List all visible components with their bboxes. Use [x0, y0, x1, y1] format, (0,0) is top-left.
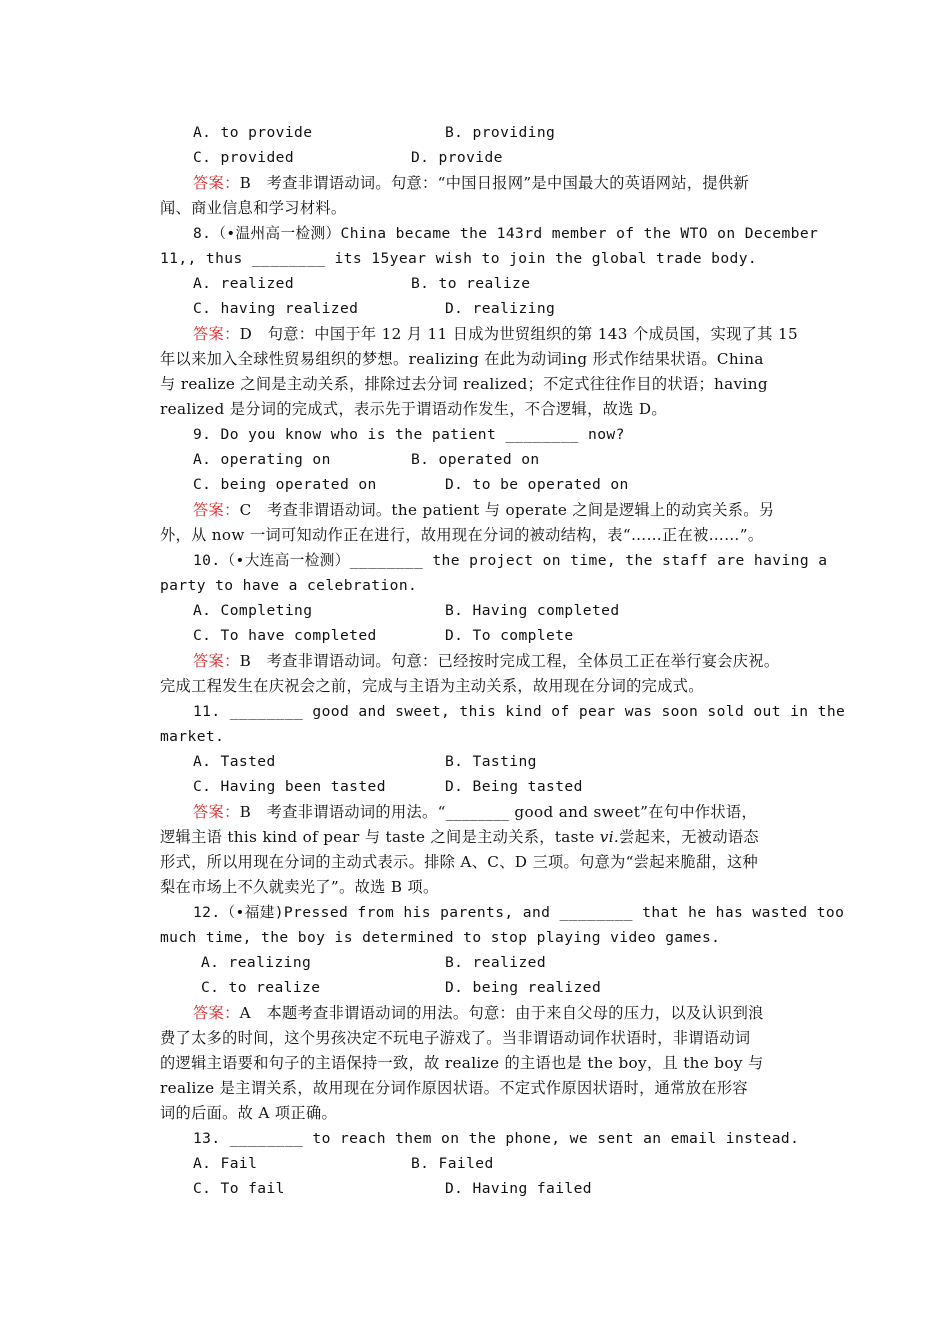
- q7-answer-line-2: 闻、商业信息和学习材料。: [160, 199, 347, 217]
- q7-option-a: A. to provide: [193, 124, 313, 141]
- q12-option-a: A. realizing: [201, 954, 312, 971]
- q8-answer-line-1: 答案：D 句意：中国于年 12 月 11 日成为世贸组织的第 143 个成员国，实现了其 15: [193, 325, 799, 343]
- q9-option-b: B. operated on: [411, 451, 540, 468]
- q10-stem-line-1: 10.（•大连高一检测）________ the project on time, the staff are having a: [193, 552, 828, 569]
- q11-option-a: A. Tasted: [193, 753, 276, 770]
- q10-option-c: C. To have completed: [193, 627, 377, 644]
- q9-answer-line-1: 答案：C 考查非谓语动词。the patient 与 operate 之间是逻辑上的动宾关系。另: [193, 501, 775, 519]
- answer-label: 答案：: [193, 325, 240, 343]
- q9-option-d: D. to be operated on: [445, 476, 629, 493]
- q7-answer-line-1: 答案：B 考查非谓语动词。句意：“中国日报网”是中国最大的英语网站，提供新: [193, 174, 750, 192]
- answer-label: 答案：: [193, 652, 240, 670]
- q8-option-d: D. realizing: [445, 300, 556, 317]
- q9-stem-line-1: 9. Do you know who is the patient ________ now?: [193, 426, 625, 443]
- q13-stem-line-1: 13. ________ to reach them on the phone, we sent an email instead.: [193, 1130, 800, 1147]
- q12-stem-line-2: much time, the boy is determined to stop playing video games.: [160, 929, 721, 946]
- q12-answer-line-3: 的逻辑主语要和句子的主语保持一致，故 realize 的主语也是 the boy，且 the boy 与: [160, 1054, 764, 1072]
- q12-option-d: D. being realized: [445, 979, 602, 996]
- q13-option-a: A. Fail: [193, 1155, 258, 1172]
- answer-label: 答案：: [193, 1004, 240, 1022]
- q10-option-a: A. Completing: [193, 602, 313, 619]
- q11-stem-line-2: market.: [160, 728, 225, 745]
- q8-option-b: B. to realize: [411, 275, 531, 292]
- q8-stem-line-2: 11,, thus ________ its 15year wish to join the global trade body.: [160, 250, 758, 267]
- q11-option-b: B. Tasting: [445, 753, 537, 770]
- q9-option-a: A. operating on: [193, 451, 331, 468]
- q10-option-d: D. To complete: [445, 627, 574, 644]
- q7-option-c: C. provided: [193, 149, 295, 166]
- q12-answer-line-4: realize 是主谓关系，故用现在分词作原因状语。不定式作原因状语时，通常放在形容: [160, 1079, 748, 1097]
- q12-stem-line-1: 12.（•福建)Pressed from his parents, and ________ that he has wasted too: [193, 904, 845, 921]
- q7-option-b: B. providing: [445, 124, 556, 141]
- q11-answer-line-4: 梨在市场上不久就卖光了”。故选 B 项。: [160, 878, 439, 896]
- q12-answer-line-5: 词的后面。故 A 项正确。: [160, 1104, 338, 1122]
- q8-answer-line-2: 年以来加入全球性贸易组织的梦想。realizing 在此为动词ing 形式作结果状语。China: [160, 350, 764, 368]
- q10-answer-line-2: 完成工程发生在庆祝会之前，完成与主语为主动关系，故用现在分词的完成式。: [160, 677, 704, 695]
- q11-answer-line-3: 形式，所以用现在分词的主动式表示。排除 A、C、D 三项。句意为“尝起来脆甜，这种: [160, 853, 759, 871]
- q8-option-c: C. having realized: [193, 300, 359, 317]
- answer-label: 答案：: [193, 803, 240, 821]
- q12-answer-line-1: 答案：A 本题考查非谓语动词的用法。句意：由于来自父母的压力，以及认识到浪: [193, 1004, 764, 1022]
- q9-answer-line-2: 外，从 now 一词可知动作正在进行，故用现在分词的被动结构，表“……正在被……”。: [160, 526, 764, 544]
- q13-option-d: D. Having failed: [445, 1180, 592, 1197]
- q8-option-a: A. realized: [193, 275, 295, 292]
- q8-answer-line-3: 与 realize 之间是主动关系，排除过去分词 realized；不定式往往作目的状语；having: [160, 375, 768, 393]
- answer-label: 答案：: [193, 174, 240, 192]
- q11-option-c: C. Having been tasted: [193, 778, 386, 795]
- q9-option-c: C. being operated on: [193, 476, 377, 493]
- q8-stem-line-1: 8.（•温州高一检测）China became the 143rd member of the WTO on December: [193, 225, 819, 242]
- q13-option-b: B. Failed: [411, 1155, 494, 1172]
- q13-option-c: C. To fail: [193, 1180, 285, 1197]
- q10-option-b: B. Having completed: [445, 602, 620, 619]
- q7-option-d: D. provide: [411, 149, 503, 166]
- q12-answer-line-2: 费了太多的时间，这个男孩决定不玩电子游戏了。当非谓语动词作状语时，非谓语动词: [160, 1029, 751, 1047]
- q12-option-c: C. to realize: [201, 979, 321, 996]
- q12-option-b: B. realized: [445, 954, 547, 971]
- q10-answer-line-1: 答案：B 考查非谓语动词。句意：已经按时完成工程，全体员工正在举行宴会庆祝。: [193, 652, 780, 670]
- q11-option-d: D. Being tasted: [445, 778, 583, 795]
- q11-answer-line-1: 答案：B 考查非谓语动词的用法。“________ good and sweet”在句中作状语，: [193, 803, 758, 821]
- answer-label: 答案：: [193, 501, 240, 519]
- q10-stem-line-2: party to have a celebration.: [160, 577, 418, 594]
- q8-answer-line-4: realized 是分词的完成式，表示先于谓语动作发生，不合逻辑，故选 D。: [160, 400, 667, 418]
- q11-answer-line-2: 逻辑主语 this kind of pear 与 taste 之间是主动关系，taste vi.尝起来，无被动语态: [160, 828, 759, 846]
- q11-stem-line-1: 11. ________ good and sweet, this kind of pear was soon sold out in the: [193, 703, 846, 720]
